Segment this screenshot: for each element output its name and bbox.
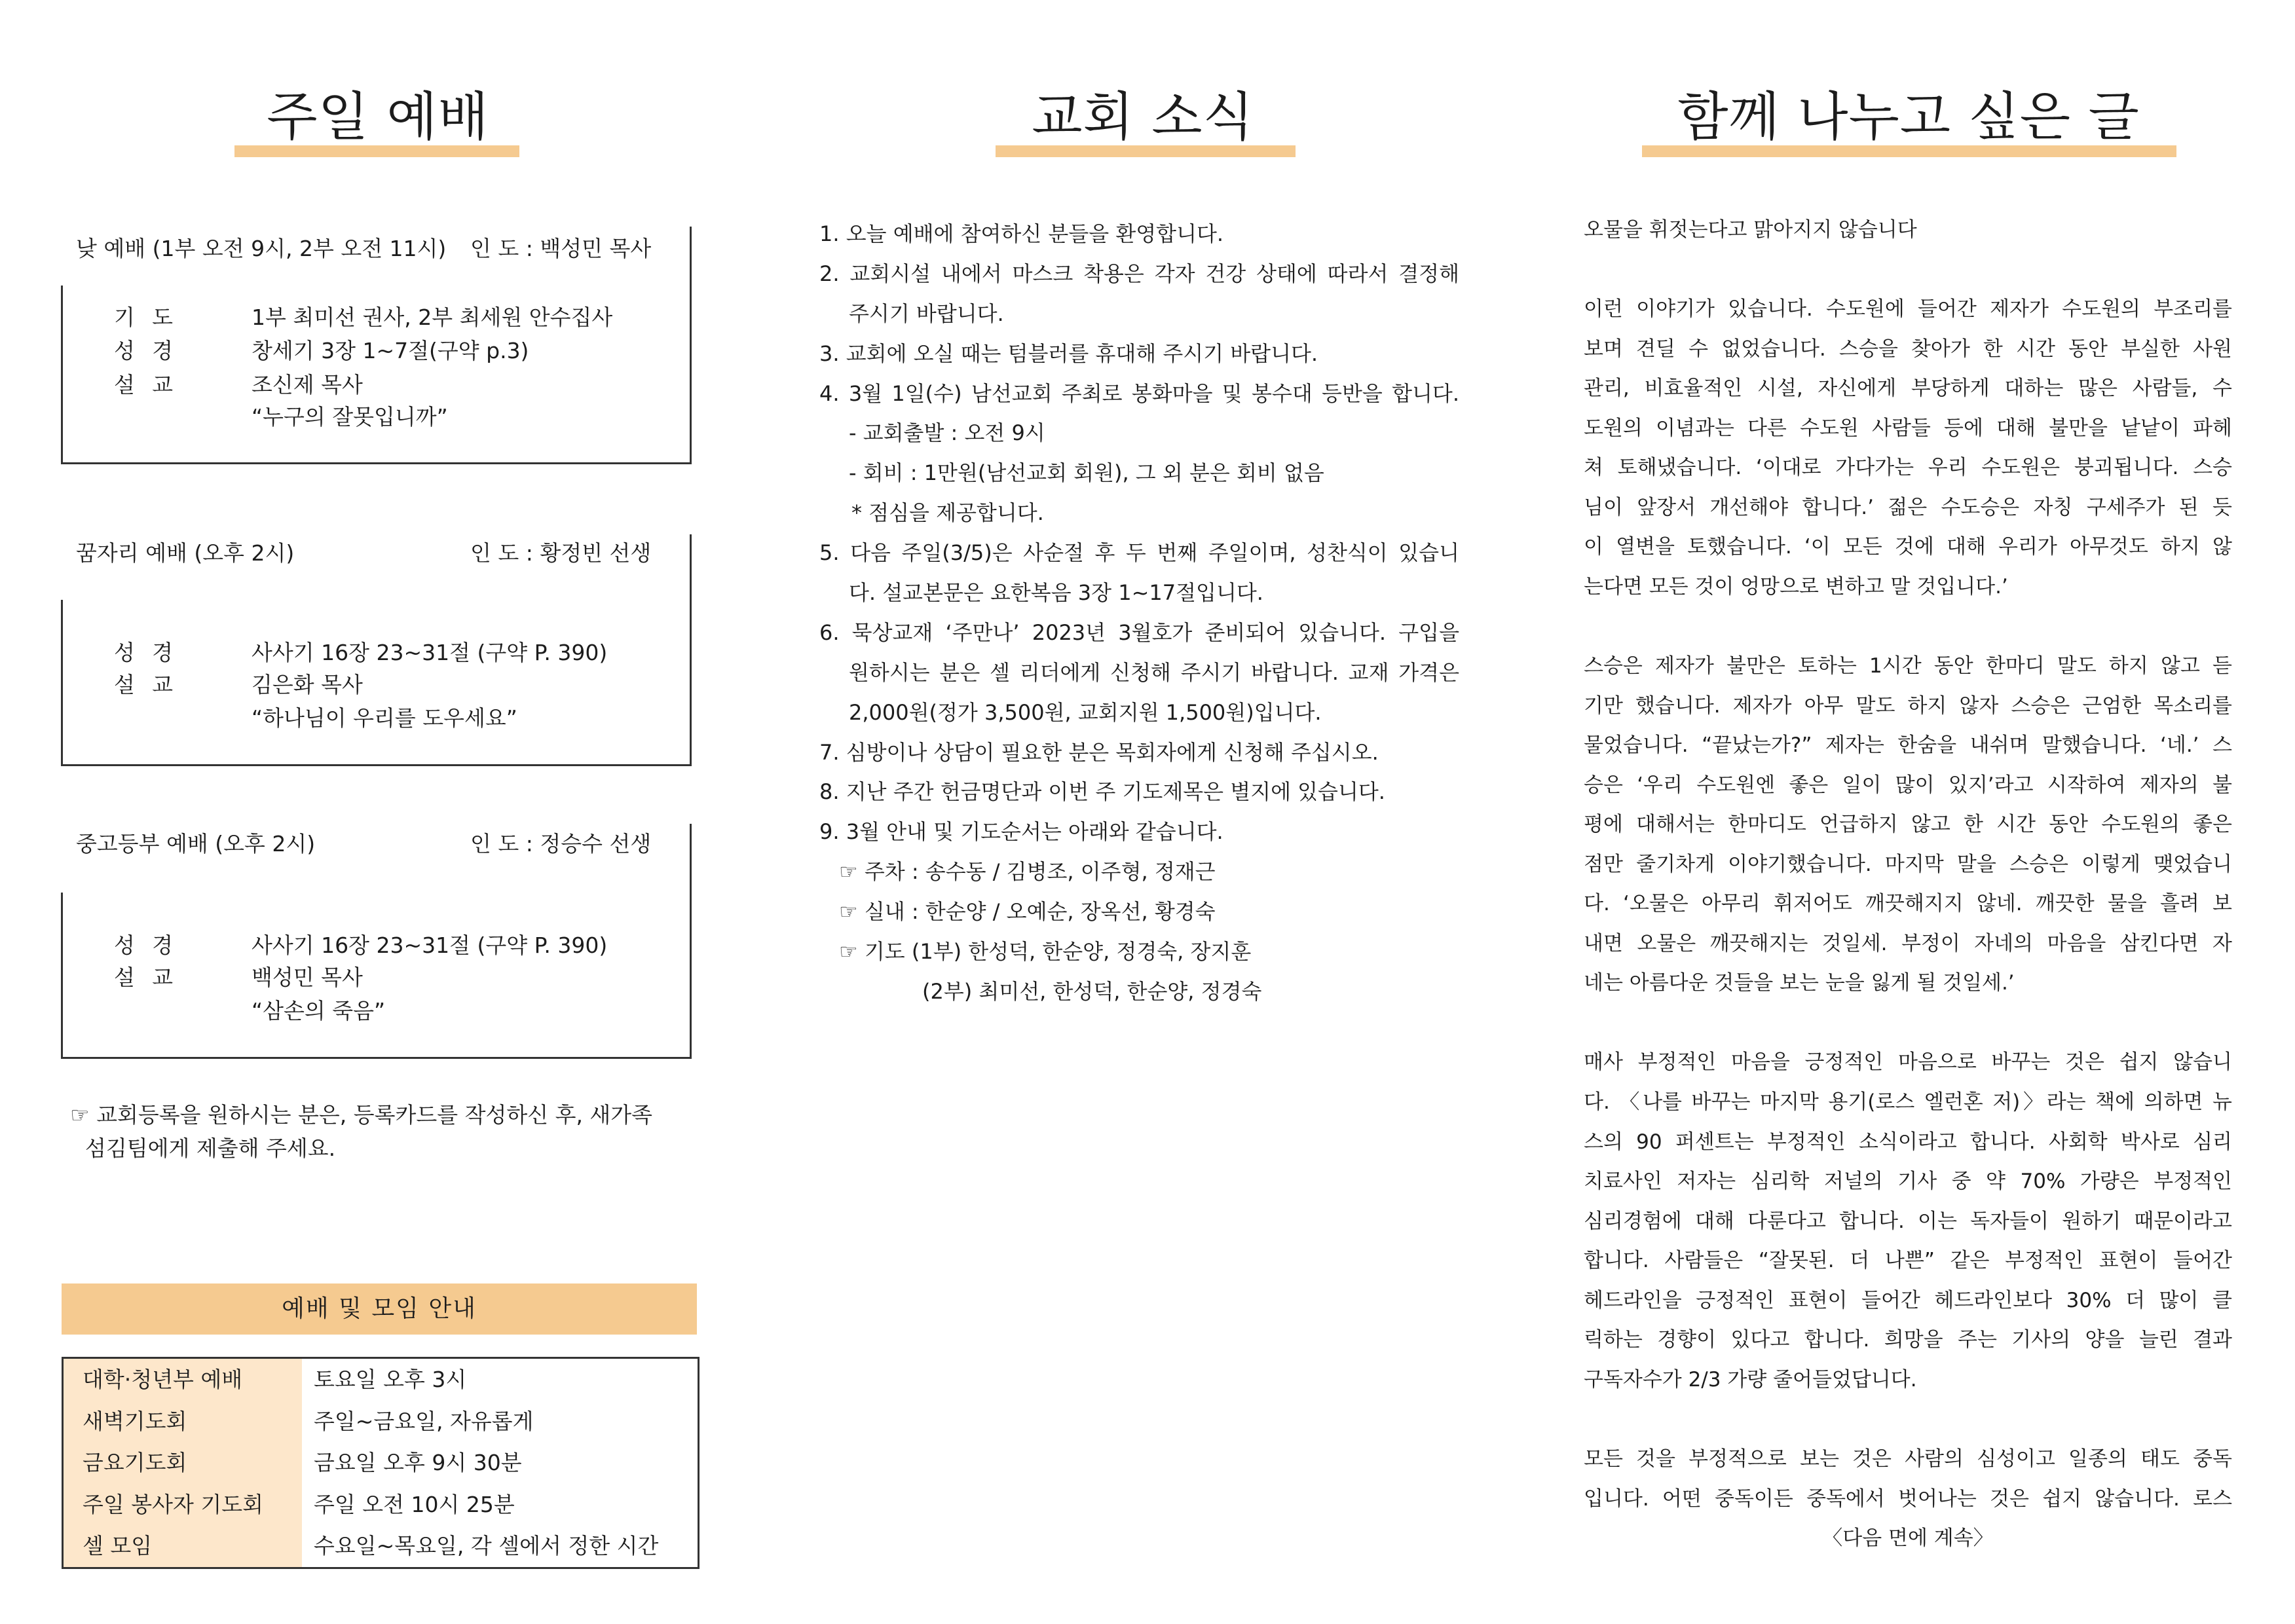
essay-line: 모든 것을 부정적으로 보는 것은 사람의 심성이고 일종의 태도 중독 (1584, 1447, 2232, 1471)
scripture-label: 성 경 (114, 640, 173, 665)
table-row (64, 1359, 698, 1401)
news-item-continued: 다. 설교본문은 요한복음 3장 1~17절입니다. (849, 580, 1263, 606)
paragraph-gap (1584, 1399, 2232, 1439)
scripture-label: 성 경 (114, 338, 173, 363)
sermon-preacher: 김은화 목사 (252, 672, 363, 697)
continued-note: 〈다음 면에 계속〉 (1822, 1526, 1994, 1551)
news-list (819, 214, 1573, 1012)
essay-line: 심리경험에 대해 다룬다고 합니다. 이는 독자들이 원하기 때문이라고 (1584, 1209, 2232, 1233)
news-subitem: - 회비 : 1만원(남선교회 회원), 그 외 분은 회비 없음 (849, 460, 1324, 486)
prayer-label: 기 도 (114, 304, 173, 330)
prayer-value: 1부 최미선 권사, 2부 최세원 안수집사 (252, 304, 613, 330)
sermon-label: 설 교 (114, 372, 173, 397)
schedule-meeting-time: 토요일 오후 3시 (314, 1367, 467, 1392)
sermon-preacher: 조신제 목사 (252, 372, 363, 397)
news-item: 5. 다음 주일(3/5)은 사순절 후 두 번째 주일이며, 성찬식이 있습니 (819, 540, 1459, 566)
service-box-kids-right-border (690, 534, 692, 766)
schedule-meeting-time: 수요일~목요일, 각 셀에서 정한 시간 (314, 1533, 659, 1559)
essay-body (1584, 210, 2232, 1559)
news-subitem: - 교회출발 : 오전 9시 (849, 420, 1045, 446)
table-row (64, 1525, 698, 1567)
schedule-meeting-name: 대학·청년부 예배 (83, 1367, 243, 1392)
schedule-meeting-time: 금요일 오후 9시 30분 (314, 1450, 522, 1476)
news-title: 교회 소식 (1032, 86, 1254, 147)
essay-line: 릭하는 경향이 있다고 합니다. 희망을 주는 기사의 양을 늘린 결과 (1584, 1328, 2232, 1352)
essay-line: 평에 대해서는 한마디도 언급하지 않고 한 시간 동안 수도원의 좋은 (1584, 813, 2232, 837)
essay-line: 보며 견딜 수 없었습니다. 스승을 찾아가 한 시간 동안 부실한 사원 (1584, 337, 2232, 361)
scripture-label: 성 경 (114, 932, 173, 958)
essay-line: 는다면 모든 것이 엉망으로 변하고 말 것입니다.’ (1584, 574, 2008, 599)
paragraph-gap (1584, 250, 2232, 290)
schedule-meeting-name: 새벽기도회 (83, 1408, 187, 1434)
sermon-preacher: 백성민 목사 (252, 965, 363, 990)
essay-line: 도원의 이념과는 다른 수도원 사람들 등에 대해 불만을 낱낱이 파헤 (1584, 416, 2232, 440)
service-name: 낮 예배 (1부 오전 9시, 2부 오전 11시) (76, 236, 447, 261)
service-box-youth-right-border (690, 824, 692, 1059)
news-subitem: ☞ 기도 (1부) 한성덕, 한순양, 정경숙, 장지훈 (839, 939, 1252, 965)
service-leader: 인 도 : 정승수 선생 (470, 831, 652, 857)
registration-note-line: 섬김팀에게 제출해 주세요. (85, 1135, 336, 1161)
essay-line: 스의 90 퍼센트는 부정적인 소식이라고 합니다. 사회학 박사로 심리 (1584, 1130, 2232, 1154)
essay-line: 다. ‘오물은 아무리 휘저어도 깨끗해지지 않네. 깨끗한 물을 흘려 보 (1584, 892, 2232, 916)
table-row (64, 1401, 698, 1443)
service-box-kids-bottom-border (61, 764, 692, 766)
news-item-continued: 2,000원(정가 3,500원, 교회지원 1,500원)입니다. (849, 699, 1322, 725)
essay-line: 매사 부정적인 마음을 긍정적인 마음으로 바꾸는 것은 쉽지 않습니 (1584, 1050, 2232, 1075)
news-item: 1. 오늘 예배에 참여하신 분들을 환영합니다. (819, 221, 1224, 246)
essay-line: 기만 했습니다. 제자가 아무 말도 하지 않자 스승은 근엄한 목소리를 (1584, 693, 2232, 718)
essay-line: 이런 이야기가 있습니다. 수도원에 들어간 제자가 수도원의 부조리를 (1584, 297, 2232, 322)
sermon-label: 설 교 (114, 965, 173, 990)
table-row (64, 1442, 698, 1484)
essay-line: 입니다. 어떤 중독이든 중독에서 벗어나는 것은 쉽지 않습니다. 로스 (1584, 1486, 2232, 1511)
essay-line: 다. 〈나를 바꾸는 마지막 용기(로스 엘런혼 저)〉라는 책에 의하면 뉴 (1584, 1090, 2232, 1115)
service-box-main-right-border (690, 227, 692, 464)
news-item: 4. 3월 1일(수) 남선교회 주최로 봉화마을 및 봉수대 등반을 합니다. (819, 380, 1459, 406)
news-subitem: * 점심을 제공합니다. (851, 500, 1044, 526)
schedule-meeting-time: 주일 오전 10시 25분 (314, 1491, 515, 1517)
schedule-title: 예배 및 모임 안내 (62, 1283, 697, 1335)
schedule-meeting-time: 주일~금요일, 자유롭게 (314, 1408, 534, 1434)
service-name: 꿈자리 예배 (오후 2시) (76, 540, 295, 566)
news-item: 9. 3월 안내 및 기도순서는 아래와 같습니다. (819, 819, 1223, 845)
essay-title: 함께 나누고 싶은 글 (1677, 86, 2140, 147)
essay-line: 점만 줄기차게 이야기했습니다. 마지막 말을 스승은 이렇게 맺었습니 (1584, 852, 2232, 876)
news-item: 6. 묵상교재 ‘주만나’ 2023년 3월호가 준비되어 있습니다. 구입을 (819, 619, 1459, 645)
news-item-continued: 원하시는 분은 셀 리더에게 신청해 주시기 바랍니다. 교재 가격은 (849, 659, 1459, 685)
service-leader: 인 도 : 백성민 목사 (470, 236, 652, 261)
essay-line: 님이 앞장서 개선해야 합니다.’ 젊은 수도승은 자칭 구세주가 된 듯 (1584, 495, 2232, 519)
essay-heading: 오물을 휘젓는다고 맑아지지 않습니다 (1584, 218, 1917, 242)
essay-line: 이 열변을 토했습니다. ‘이 모든 것에 대해 우리가 아무것도 하지 않 (1584, 535, 2232, 559)
service-leader: 인 도 : 황정빈 선생 (470, 540, 652, 566)
essay-line: 헤드라인을 긍정적인 표현이 들어간 헤드라인보다 30% 더 많이 클 (1584, 1288, 2232, 1312)
service-name: 중고등부 예배 (오후 2시) (76, 831, 316, 857)
schedule-meeting-name: 주일 봉사자 기도회 (83, 1491, 264, 1517)
essay-line: 관리, 비효율적인 시설, 자신에게 부당하게 대하는 많은 사람들, 수 (1584, 377, 2232, 401)
essay-line: 쳐 토해냈습니다. ‘이대로 가다가는 우리 수도원은 붕괴됩니다. 스승 (1584, 456, 2232, 480)
news-item: 8. 지난 주간 헌금명단과 이번 주 기도제목은 별지에 있습니다. (819, 779, 1385, 805)
service-box-youth-left-border (61, 893, 63, 1059)
news-item: 2. 교회시설 내에서 마스크 착용은 각자 건강 상태에 따라서 결정해 (819, 261, 1459, 286)
schedule-meeting-name: 셀 모임 (83, 1533, 153, 1559)
service-box-main-bottom-border (61, 462, 692, 464)
paragraph-gap (1584, 606, 2232, 646)
news-subitem: ☞ 주차 : 송수동 / 김병조, 이주형, 정재근 (839, 859, 1216, 885)
service-box-kids-left-border (61, 600, 63, 766)
service-box-main-left-border (61, 286, 63, 464)
essay-line: 치료사인 저자는 심리학 저널의 기사 중 약 70% 가량은 부정적인 (1584, 1170, 2232, 1194)
essay-line: 합니다. 사람들은 “잘못된. 더 나쁜” 같은 부정적인 표현이 들어간 (1584, 1249, 2232, 1273)
essay-line: 승은 ‘우리 수도원엔 좋은 일이 많이 있지’라고 시작하여 제자의 불 (1584, 773, 2232, 797)
schedule-meeting-name: 금요기도회 (83, 1450, 187, 1476)
scripture-value: 사사기 16장 23~31절 (구약 P. 390) (252, 640, 608, 665)
sermon-title: “삼손의 죽음” (252, 998, 386, 1024)
table-row (64, 1484, 698, 1526)
essay-line: 구독자수가 2/3 가량 줄어들었답니다. (1584, 1367, 1917, 1392)
sermon-label: 설 교 (114, 672, 173, 697)
essay-line: 네는 아름다운 것들을 보는 눈을 잃게 될 것일세.’ (1584, 971, 2015, 995)
sermon-title: “누구의 잘못입니까” (252, 404, 448, 430)
registration-note-line: ☞ 교회등록을 원하시는 분은, 등록카드를 작성하신 후, 새가족 (70, 1102, 653, 1128)
news-item: 7. 심방이나 상담이 필요한 분은 목회자에게 신청해 주십시오. (819, 739, 1379, 765)
essay-line: 내면 오물은 깨끗해지는 것일세. 부정이 자네의 마음을 삼킨다면 자 (1584, 931, 2232, 955)
scripture-value: 사사기 16장 23~31절 (구약 P. 390) (252, 932, 608, 958)
sermon-title: “하나님이 우리를 도우세요” (252, 705, 517, 731)
news-subitem: ☞ 실내 : 한순양 / 오예순, 장옥선, 황경숙 (839, 899, 1216, 925)
essay-line: 물었습니다. “끝났는가?” 제자는 한숨을 내쉬며 말했습니다. ‘네.’ 스 (1584, 733, 2232, 758)
schedule-table (62, 1357, 700, 1569)
scripture-value: 창세기 3장 1~7절(구약 p.3) (252, 338, 529, 363)
paragraph-gap (1584, 1003, 2232, 1043)
news-subitem: (2부) 최미선, 한성덕, 한순양, 정경숙 (922, 978, 1262, 1004)
worship-title: 주일 예배 (267, 86, 489, 147)
service-box-youth-bottom-border (61, 1057, 692, 1059)
news-item-continued: 주시기 바랍니다. (849, 301, 1004, 326)
news-item: 3. 교회에 오실 때는 텀블러를 휴대해 주시기 바랍니다. (819, 341, 1318, 366)
essay-line: 스승은 제자가 불만은 토하는 1시간 동안 한마디 말도 하지 않고 듣 (1584, 654, 2232, 678)
